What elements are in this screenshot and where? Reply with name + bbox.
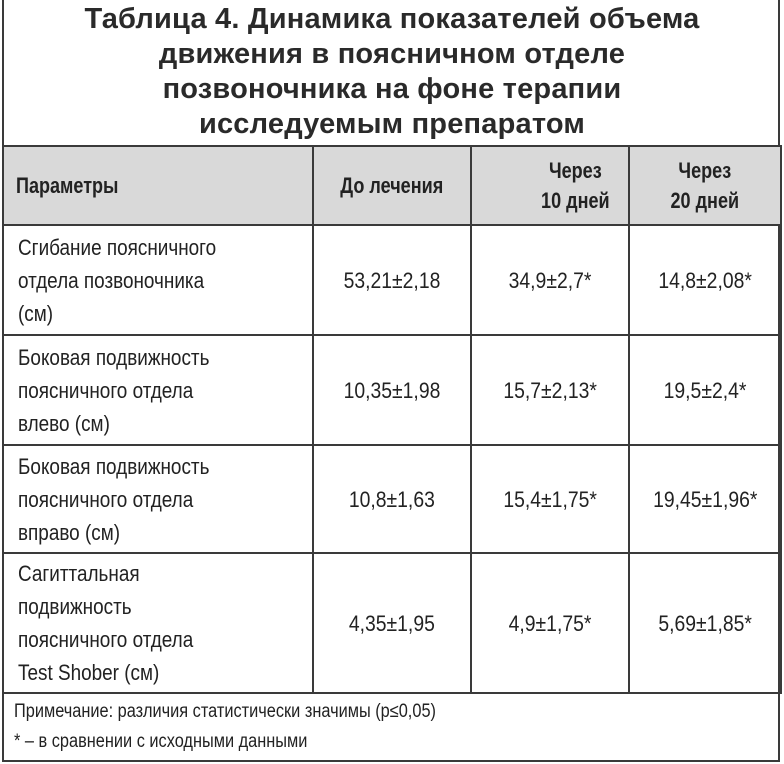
value-before: 53,21±2,18 xyxy=(313,225,471,335)
value-after-20: 14,8±2,08* xyxy=(629,225,781,335)
value-after-10: 4,9±1,75* xyxy=(471,553,629,693)
row-parameter: Сгибание поясничного отдела позвоночника (см) xyxy=(3,225,313,335)
note-line-1: Примечание: различия статистически значимы (р≤0,05) xyxy=(14,701,436,722)
header-parameters: Параметры xyxy=(3,146,313,225)
value-after-10: 15,7±2,13* xyxy=(471,335,629,445)
value-after-10: 34,9±2,7* xyxy=(471,225,629,335)
row-parameter: Сагиттальная подвижность поясничного отдела Test Shober (см) xyxy=(3,553,313,693)
title-line-1: Таблица 4. Динамика показателей объема xyxy=(84,3,700,35)
table-row xyxy=(3,553,781,693)
value-before: 4,35±1,95 xyxy=(313,553,471,693)
table-title xyxy=(0,2,784,142)
header-before-treatment: До лечения xyxy=(313,146,471,225)
table-row xyxy=(3,335,781,445)
title-line-4: исследуемым препаратом xyxy=(198,108,586,140)
title-line-3: позвоночника на фоне терапии xyxy=(162,73,622,105)
title-line-2: движения в поясничном отделе xyxy=(158,38,626,70)
row-parameter: Боковая подвижность поясничного отдела влево (см) xyxy=(3,335,313,445)
value-after-20: 19,45±1,96* xyxy=(629,445,781,553)
note-line-2: * – в сравнении с исходными данными xyxy=(14,731,308,752)
table-row xyxy=(3,445,781,553)
value-after-10: 15,4±1,75* xyxy=(471,445,629,553)
dynamics-table xyxy=(2,145,782,694)
table-row xyxy=(3,225,781,335)
row-parameter: Боковая подвижность поясничного отдела вправо (см) xyxy=(3,445,313,553)
value-after-20: 5,69±1,85* xyxy=(629,553,781,693)
value-before: 10,35±1,98 xyxy=(313,335,471,445)
header-row xyxy=(3,146,781,225)
value-after-20: 19,5±2,4* xyxy=(629,335,781,445)
header-after-10-days: Через 10 дней xyxy=(471,146,629,225)
value-before: 10,8±1,63 xyxy=(313,445,471,553)
table-note xyxy=(14,697,505,757)
header-after-20-days: Через 20 дней xyxy=(629,146,781,225)
